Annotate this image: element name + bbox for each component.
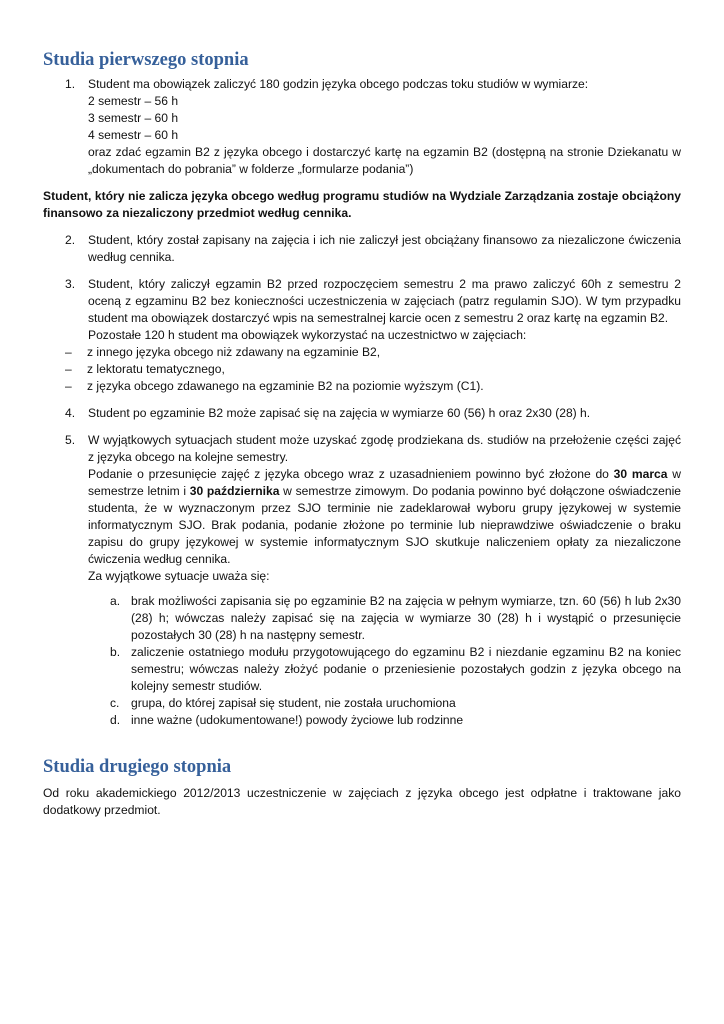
list-item-5 <box>43 432 681 729</box>
request-text: Podanie o przesunięcie zajęć z języka obcego wraz z uzasadnieniem powinno być złożone do <box>88 467 614 481</box>
letter-marker: a. <box>110 594 121 608</box>
dash-list <box>65 344 681 395</box>
list-item-1 <box>43 76 681 178</box>
item1-line: Student ma obowiązek zaliczyć 180 godzin języka obcego podczas toku studiów w wymiarze: <box>88 77 589 91</box>
exceptional-heading: Za wyjątkowe sytuacje uważa się: <box>88 569 270 583</box>
list-number: 1. <box>65 77 76 91</box>
dash-marker: – <box>65 362 72 376</box>
lettered-item <box>88 712 681 729</box>
lettered-text: zaliczenie ostatniego modułu przygotowującego do egzaminu B2 i niezdanie egzaminu B2 na koniec semestru; wówczas należy złożyć podanie o przeniesienie pozostałych godzin z języka obcego na kolejny semestr studiów. <box>131 645 681 693</box>
item2-text: Student, który został zapisany na zajęcia i ich nie zaliczył jest obciążany finansowo za niezaliczone ćwiczenia według cennika. <box>88 233 681 264</box>
list-number: 4. <box>65 406 76 420</box>
list-item-3 <box>43 276 681 395</box>
lettered-item <box>88 593 681 644</box>
semester-2-hours: 2 semestr – 56 h <box>88 94 179 108</box>
lettered-text: grupa, do której zapisał się student, nie została uruchomiona <box>131 696 456 710</box>
item4-text: Student po egzaminie B2 może zapisać się na zajęcia w wymiarze 60 (56) h oraz 2x30 (28) h. <box>88 406 591 420</box>
letter-marker: c. <box>110 696 120 710</box>
semester-3-hours: 3 semestr – 60 h <box>88 111 179 125</box>
deadline-winter: 30 października <box>189 484 280 498</box>
dash-item <box>65 361 681 378</box>
dash-item <box>65 378 681 395</box>
section1-heading: Studia pierwszego stopnia <box>43 50 249 70</box>
list-number: 5. <box>65 433 76 447</box>
dash-text: z innego języka obcego niż zdawany na egzaminie B2, <box>87 345 381 359</box>
remaining-hours: Pozostałe 120 h student ma obowiązek wykorzystać na uczestnictwo w zajęciach: <box>88 328 527 342</box>
list-item-4 <box>43 405 681 422</box>
lettered-text: inne ważne (udokumentowane!) powody życiowe lub rodzinne <box>131 713 464 727</box>
deadline-summer: 30 marca <box>613 467 668 481</box>
dash-text: z języka obcego zdawanego na egzaminie B2 na poziomie wyższym (C1). <box>87 379 484 393</box>
financial-warning: Student, który nie zalicza języka obcego według programu studiów na Wydziale Zarządzania zostaje obciążony finansowo za niezaliczony przedmiot według cennika. <box>43 189 681 220</box>
request-text: w semestrze letnim i <box>88 467 681 498</box>
lettered-item <box>88 644 681 695</box>
section2-heading: Studia drugiego stopnia <box>43 757 232 777</box>
letter-marker: b. <box>110 645 121 659</box>
dash-item <box>65 344 681 361</box>
exam-requirement: oraz zdać egzamin B2 z języka obcego i dostarczyć kartę na egzamin B2 (dostępną na stronie Dziekanatu w „dokumentach do pobrania” w folderze „formularze podania”) <box>88 145 681 176</box>
section2-text: Od roku akademickiego 2012/2013 uczestniczenie w zajęciach z języka obcego jest odpłatne i traktowane jako dodatkowy przedmiot. <box>43 786 681 817</box>
request-text: w semestrze zimowym. Do podania powinno być dołączone oświadczenie studenta, że w wyznaczonym przez SJO terminie nie zadeklarował wyboru grupy językowej w systemie informatycznym SJO. Brak podania, podanie złożone po terminie lub nieprawdziwe oświadczenie o braku zapisu do grupy językowej w systemie informatycznym SJO skutkuje naliczeniem opłaty za niezaliczone ćwiczenia według cennika. <box>88 484 681 566</box>
dash-marker: – <box>65 379 72 393</box>
request-paragraph <box>88 466 681 568</box>
semester-4-hours: 4 semestr – 60 h <box>88 128 179 142</box>
lettered-list <box>88 593 681 729</box>
document-page <box>43 48 681 819</box>
lettered-text: brak możliwości zapisania się po egzaminie B2 na zajęcia w pełnym wymiarze, tzn. 60 (56) h lub 2x30 (28) h; wówczas należy zapisać się na zajęcia w wymiarze 30 (28) h i wystąpić o przesunięcie pozostałych 30 (28) h na następny semestr. <box>131 594 681 642</box>
dash-text: z lektoratu tematycznego, <box>87 362 225 376</box>
item5-text: W wyjątkowych sytuacjach student może uzyskać zgodę prodziekana ds. studiów na przełożenie części zajęć z języka obcego na kolejne semestry. <box>88 433 681 464</box>
dash-marker: – <box>65 345 72 359</box>
list-number: 3. <box>65 277 76 291</box>
lettered-item <box>88 695 681 712</box>
item3-text: Student, który zaliczył egzamin B2 przed rozpoczęciem semestru 2 ma prawo zaliczyć 60h z semestru 2 oceną z egzaminu B2 bez konieczności uczestniczenia w zajęciach (patrz regulamin SJO). W tym przypadku student ma obowiązek dostarczyć wpis na semestralnej karcie ocen z semestru 2 oraz kartę na egzamin B2. <box>88 277 681 325</box>
letter-marker: d. <box>110 713 121 727</box>
list-item-2 <box>43 232 681 266</box>
list-number: 2. <box>65 233 76 247</box>
